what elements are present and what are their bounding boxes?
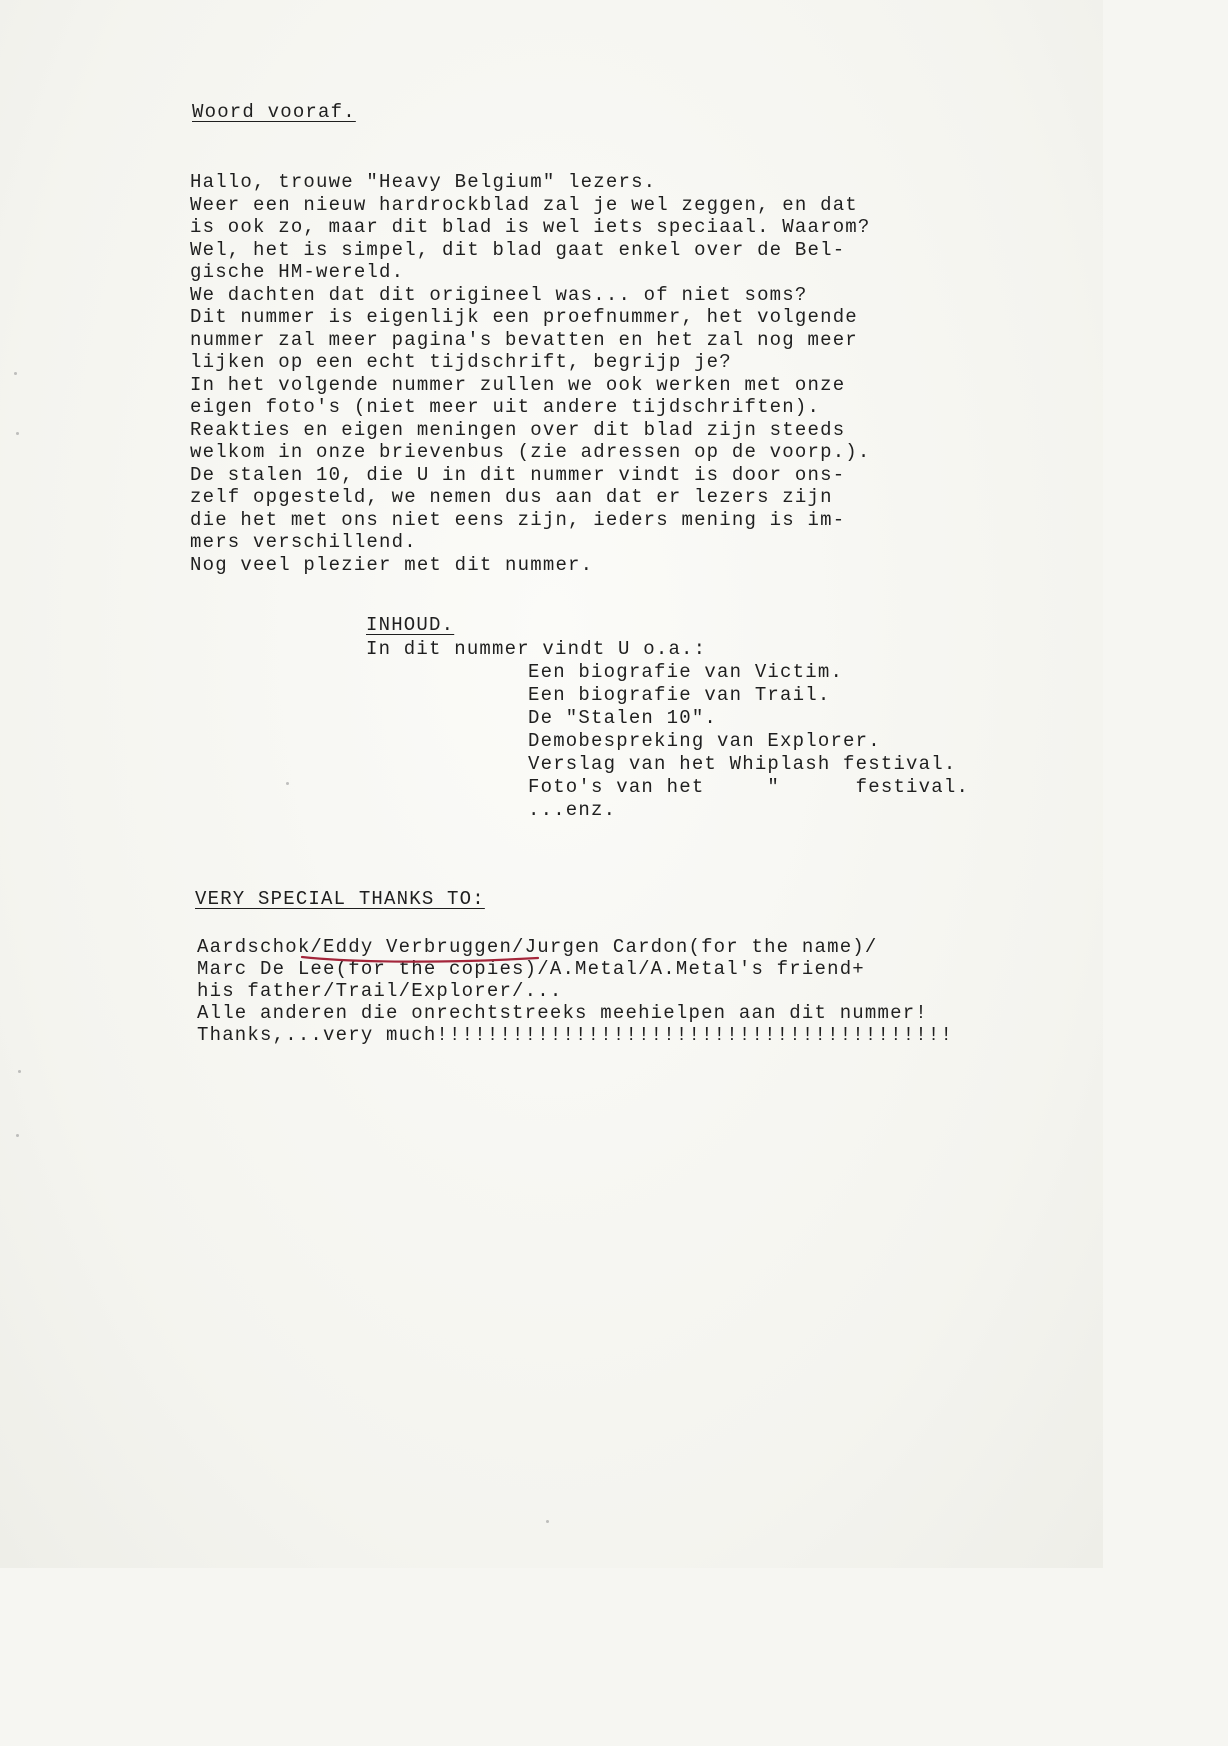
- paper-speck: [18, 1070, 21, 1073]
- intro-line: gische HM-wereld.: [190, 261, 405, 283]
- toc-item: Een biografie van Trail.: [528, 684, 831, 706]
- intro-text: [190, 171, 871, 576]
- intro-line: eigen foto's (niet meer uit andere tijdschriften).: [190, 396, 821, 418]
- intro-line: De stalen 10, die U in dit nummer vindt is door ons-: [190, 463, 846, 486]
- toc-item: Foto's van het " festival.: [528, 776, 970, 798]
- intro-line: Wel, het is simpel, dit blad gaat enkel over de Bel-: [190, 238, 846, 261]
- thanks-line: his father/Trail/Explorer/...: [197, 980, 563, 1002]
- paper-speck: [546, 1520, 549, 1523]
- toc-list: [528, 661, 969, 822]
- intro-line: Weer een nieuw hardrockblad zal je wel zeggen, en dat: [190, 193, 858, 216]
- thanks-line: Marc De Lee(for the copies)/A.Metal/A.Metal's friend+: [197, 958, 865, 980]
- intro-line: In het volgende nummer zullen we ook werken met onze: [190, 373, 846, 396]
- paper-speck: [14, 372, 17, 375]
- intro-line: welkom in onze brievenbus (zie adressen op de voorp.).: [190, 441, 871, 463]
- toc-item: De "Stalen 10".: [528, 707, 718, 729]
- toc-item: Verslag van het Whiplash festival.: [528, 753, 957, 775]
- paper-speck: [16, 432, 19, 435]
- toc-item: Demobespreking van Explorer.: [528, 730, 881, 752]
- toc-intro: In dit nummer vindt U o.a.:: [366, 638, 707, 660]
- intro-line: mers verschillend.: [190, 531, 417, 553]
- paper-speck: [286, 782, 289, 785]
- intro-line: Reakties en eigen meningen over dit blad zijn steeds: [190, 418, 846, 441]
- intro-line: nummer zal meer pagina's bevatten en het zal nog meer: [190, 328, 858, 351]
- thanks-heading: VERY SPECIAL THANKS TO:: [195, 888, 485, 910]
- intro-line: zelf opgesteld, we nemen dus aan dat er lezers zijn: [190, 486, 833, 508]
- toc-item: Een biografie van Victim.: [528, 661, 844, 683]
- intro-line: die het met ons niet eens zijn, ieders mening is im-: [190, 508, 846, 531]
- thanks-line: Alle anderen die onrechtstreeks meehielpen aan dit nummer!: [197, 1002, 928, 1024]
- toc-heading: INHOUD.: [366, 614, 455, 636]
- intro-line: Hallo, trouwe "Heavy Belgium" lezers.: [190, 171, 657, 193]
- intro-line: is ook zo, maar dit blad is wel iets speciaal. Waarom?: [190, 216, 871, 238]
- page-title: Woord vooraf.: [192, 101, 356, 123]
- paper-speck: [16, 1134, 19, 1137]
- thanks-line: Aardschok/Eddy Verbruggen/Jurgen Cardon(for the name)/: [197, 936, 878, 958]
- intro-line: We dachten dat dit origineel was... of niet soms?: [190, 283, 808, 306]
- intro-line: Dit nummer is eigenlijk een proefnummer, het volgende: [190, 306, 858, 328]
- intro-line: lijken op een echt tijdschrift, begrijp je?: [190, 351, 732, 373]
- toc-item: ...enz.: [528, 799, 617, 821]
- pen-underline: [300, 953, 540, 965]
- intro-line: Nog veel plezier met dit nummer.: [190, 553, 594, 576]
- thanks-line: Thanks,...very much!!!!!!!!!!!!!!!!!!!!!!!!!!!!!!!!!!!!!!!!!: [197, 1024, 954, 1046]
